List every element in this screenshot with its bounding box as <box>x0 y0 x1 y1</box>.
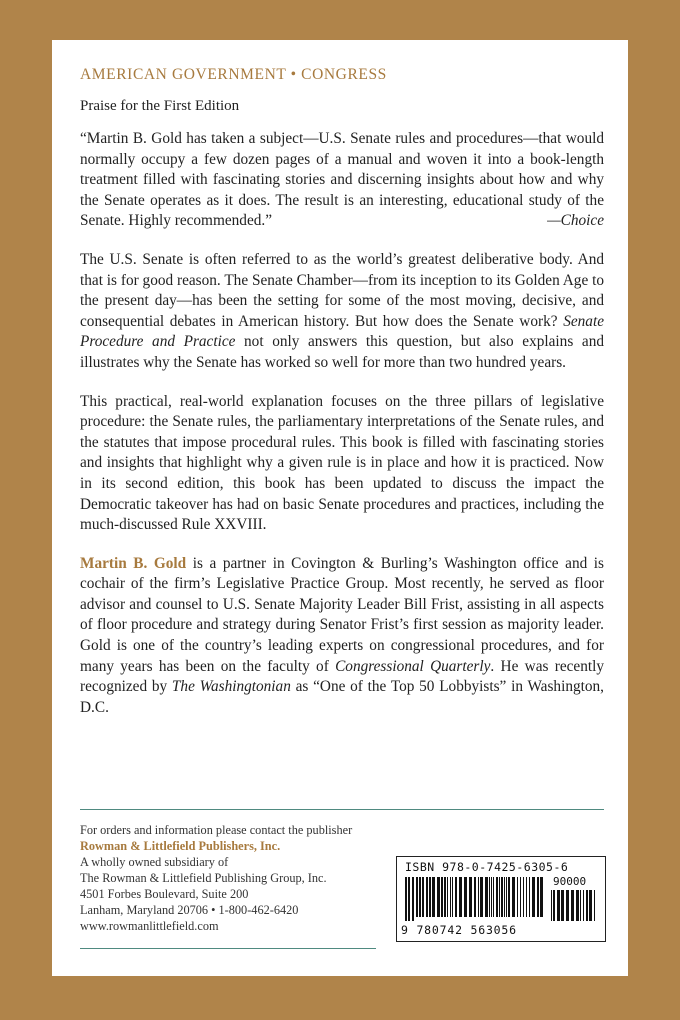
barcode-bar <box>432 877 435 917</box>
footer-intro: For orders and information please contact the publisher <box>80 823 353 837</box>
ean-barcode-bars <box>405 877 547 921</box>
footer-line-4: Lanham, Maryland 20706 • 1-800-462-6420 <box>80 903 299 917</box>
barcode-bar <box>501 877 503 917</box>
barcode-bar <box>512 877 515 917</box>
praise-heading: Praise for the First Edition <box>80 98 240 114</box>
bio-text-1: is a partner in Covington & Burling’s Washington office and is cochair of the firm’s Legislative Practice Group. Most recently, he served as floor advisor and counsel to U.S. Senate Majority Leader Bill Frist, assisting in all aspects of floor procedure and strategy during Senator Frist’s first session as majority leader. Gold is one of the country’s leading experts on congressional procedures, and for many years has been on the faculty of <box>80 554 604 675</box>
back-cover-panel <box>52 40 628 976</box>
barcode-bar <box>416 877 418 917</box>
price-code: 90000 <box>553 875 587 888</box>
barcode-bar <box>426 877 428 917</box>
barcode-bar <box>506 877 507 917</box>
book-title: Senate Procedure and Practice <box>80 312 604 351</box>
barcode-bar <box>450 877 451 917</box>
barcode-bar <box>583 890 584 921</box>
isbn-text: ISBN 978-0-7425-6305-6 <box>405 860 569 874</box>
barcode-bar <box>469 877 472 917</box>
barcode-bar <box>491 877 492 917</box>
addon-barcode-bars <box>551 890 599 921</box>
barcode-bar <box>557 890 560 921</box>
barcode-bar <box>441 877 443 917</box>
barcode-bar <box>561 890 564 921</box>
category-label: AMERICAN GOVERNMENT • CONGRESS <box>80 66 387 83</box>
bio-publication-1: Congressional Quarterly <box>335 657 491 675</box>
description-paragraph-2: This practical, real-world explanation focuses on the three pillars of legislative procedure: the Senate rules, the parliamentary interpretations of the Senate rules, and the statutes that impose procedural rules. This book is filled with fascinating stories and insights that highlight why a given rule is in place and how it is practiced. Now in its second edition, this book has been updated to discuss the impact the Democratic takeover has had on basic Senate procedures and practices, including the much-discussed Rule XXVIII. <box>80 392 604 534</box>
barcode-bar <box>594 890 595 921</box>
barcode-bar <box>493 877 494 917</box>
barcode-bar <box>422 877 424 917</box>
publisher-info <box>80 822 380 934</box>
barcode-bar <box>480 877 483 917</box>
barcode-bar <box>429 877 431 917</box>
barcode-bar <box>540 877 543 917</box>
barcode-bar <box>478 877 479 917</box>
praise-quote <box>80 129 604 232</box>
ean-digits: 9 780742 563056 <box>401 923 517 937</box>
footer-line-3: 4501 Forbes Boulevard, Suite 200 <box>80 887 249 901</box>
barcode-bar <box>553 890 555 921</box>
para2-before: The U.S. Senate is often referred to as the world’s greatest deliberative body. And that is for good reason. The Senate Chamber—from its inception to its Golden Age to the present day—has been the setting for some of the most moving, decisive, and consequential debates in American history. But how does the Senate work? <box>80 250 604 330</box>
cover-text <box>80 66 604 736</box>
author-bio <box>80 554 604 719</box>
barcode-bar <box>523 877 524 917</box>
barcode-bar <box>447 877 448 917</box>
barcode-bar <box>489 877 490 917</box>
barcode-bar <box>532 877 535 917</box>
publisher-website: www.rowmanlittlefield.com <box>80 919 219 933</box>
barcode-bar <box>459 877 462 917</box>
description-paragraph-1 <box>80 250 604 374</box>
barcode-bar <box>452 877 453 917</box>
barcode-bar <box>537 877 539 917</box>
barcode-bar <box>474 877 476 917</box>
barcode-bar <box>571 890 574 921</box>
section-divider <box>80 809 604 810</box>
barcode-bar <box>455 877 457 917</box>
barcode-bar <box>589 890 592 921</box>
barcode-bar <box>566 890 569 921</box>
barcode-bar <box>517 877 518 917</box>
barcode-bar <box>586 890 588 921</box>
barcode-bar <box>526 877 527 917</box>
barcode-bar <box>499 877 500 917</box>
barcode-bar <box>520 877 521 917</box>
barcode-bar <box>508 877 510 917</box>
barcode-bar <box>405 877 407 921</box>
barcode-bar <box>419 877 421 917</box>
bio-text-2: . He was recently recognized by <box>80 657 605 696</box>
bio-publication-2: The Washingtonian <box>171 678 291 696</box>
barcode-bar <box>464 877 467 917</box>
barcode-bar <box>551 890 552 921</box>
barcode-bar <box>408 877 410 921</box>
barcode-bar <box>576 890 579 921</box>
barcode-bar <box>529 877 530 917</box>
quote-text: “Martin B. Gold has taken a subject—U.S. Senate rules and procedures—that would normally occupy a few dozen pages of a manual and woven it into a book-length treatment filled with fascinating stories and discerning insights about how and why the Senate operates as it does. The result is an interesting, educational study of the Senate. Highly recommended.” <box>80 130 604 230</box>
footer-line-1: A wholly owned subsidiary of <box>80 855 229 869</box>
bio-text-3: as “One of the Top 50 Lobbyists” in Washington, D.C. <box>80 678 604 716</box>
barcode-bar <box>580 890 581 921</box>
barcode-bar <box>412 877 414 921</box>
barcode-bar <box>485 877 488 917</box>
publisher-name: Rowman & Littlefield Publishers, Inc. <box>80 839 281 853</box>
barcode-bar <box>437 877 440 917</box>
quote-source: —Choice <box>547 212 604 230</box>
author-name: Martin B. Gold <box>80 554 187 572</box>
footer-divider <box>80 948 376 949</box>
barcode-bar <box>496 877 498 917</box>
isbn-barcode <box>396 856 606 942</box>
barcode-bar <box>504 877 505 917</box>
para2-after: not only answers this question, but also explains and illustrates why the Senate has worked so well for more than two hundred years. <box>80 333 604 371</box>
barcode-bar <box>444 877 446 917</box>
footer-line-2: The Rowman & Littlefield Publishing Group, Inc. <box>80 871 327 885</box>
